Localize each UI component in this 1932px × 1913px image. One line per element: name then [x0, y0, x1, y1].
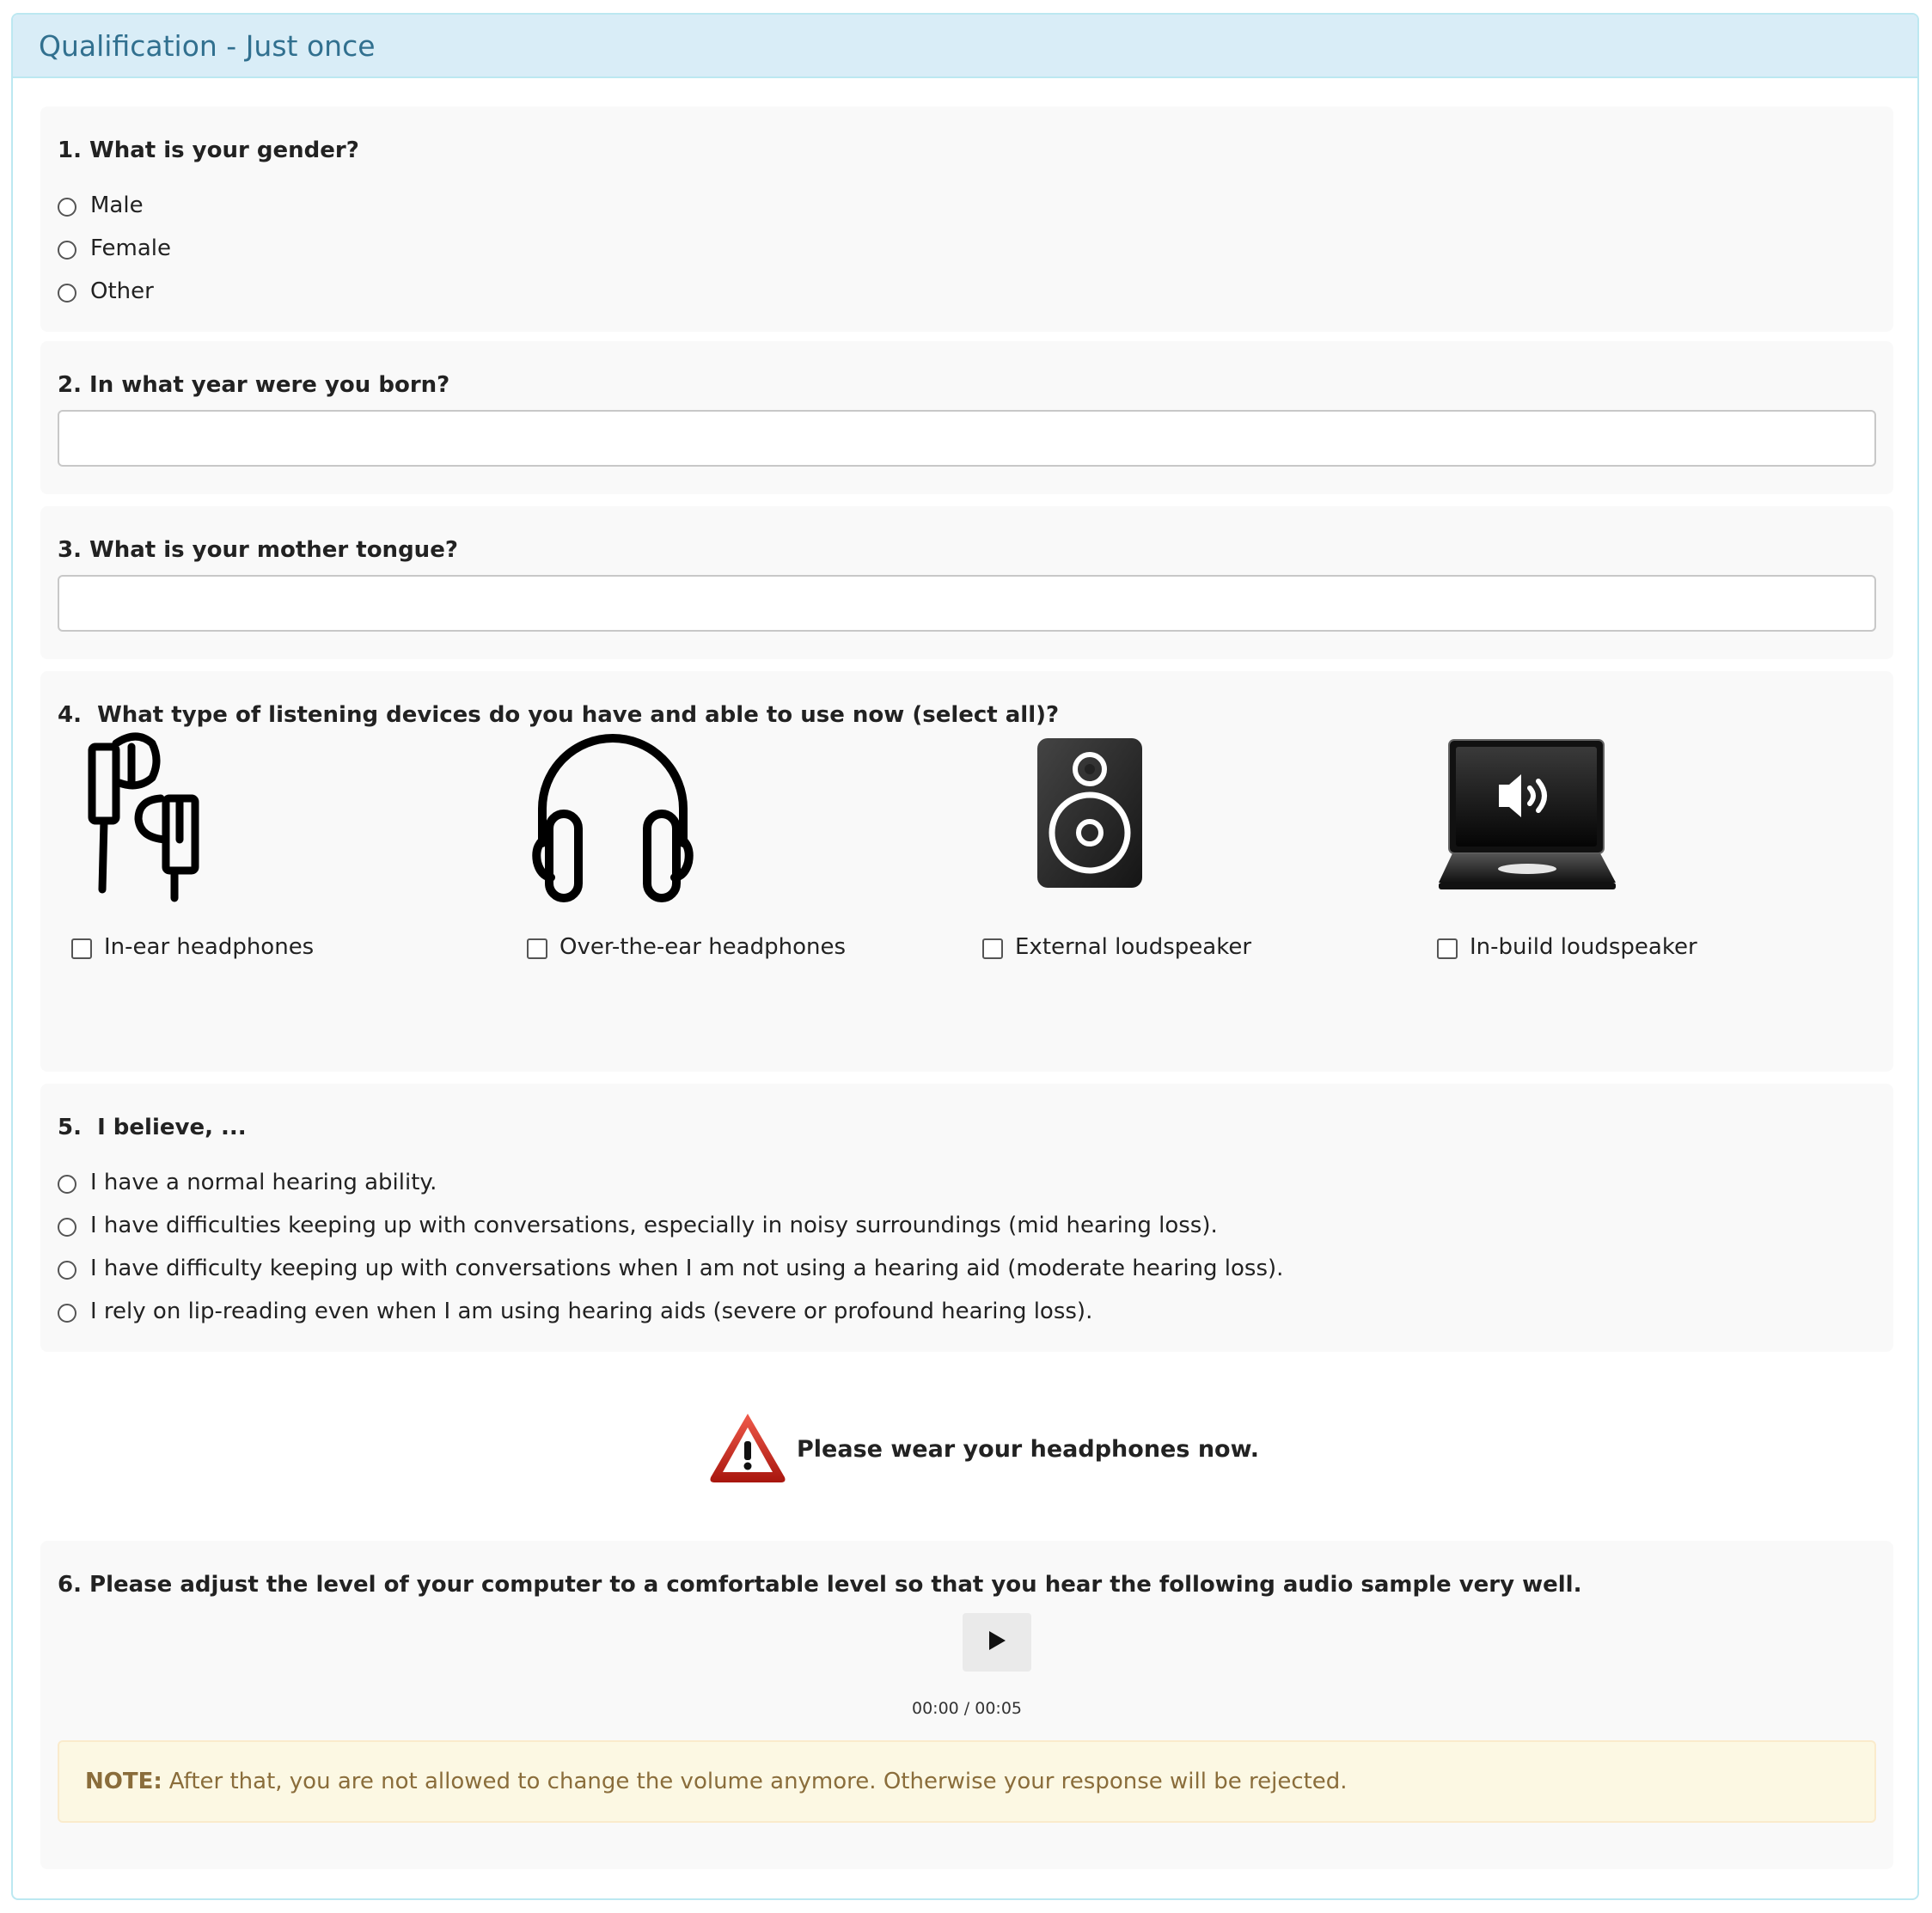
laptop-speaker-icon	[1437, 731, 1617, 898]
qualification-panel	[11, 13, 1919, 1900]
panel-heading	[13, 15, 1917, 78]
device-option-inbuilt-speaker[interactable]	[1437, 934, 1697, 960]
device-option-in-ear[interactable]	[71, 934, 314, 960]
device-label: In-build loudspeaker	[1470, 934, 1697, 960]
hearing-option-2[interactable]	[58, 1208, 1218, 1243]
question-4-card	[40, 671, 1893, 1072]
option-label: I have difficulties keeping up with conversations, especially in noisy surroundings (mid hearing loss).	[90, 1213, 1218, 1238]
play-icon	[987, 1630, 1006, 1654]
warning-icon	[707, 1410, 788, 1488]
question-3-card	[40, 506, 1893, 659]
radio-hearing-1[interactable]	[58, 1175, 76, 1194]
device-label: Over-the-ear headphones	[559, 934, 847, 960]
option-label: I have a normal hearing ability.	[90, 1170, 437, 1195]
radio-other[interactable]	[58, 284, 76, 303]
checkbox-over-ear[interactable]	[527, 938, 547, 959]
question-3-title: 3. What is your mother tongue?	[58, 537, 458, 563]
question-4-title: 4. What type of listening devices do you have and able to use now (select all)?	[58, 702, 1060, 728]
device-option-external-speaker[interactable]	[982, 934, 1251, 960]
loudspeaker-icon	[1034, 731, 1146, 898]
audio-time: 00:00 / 00:05	[912, 1699, 1022, 1718]
hearing-option-4[interactable]	[58, 1294, 1092, 1329]
volume-note	[58, 1740, 1876, 1823]
mother-tongue-input[interactable]	[58, 575, 1876, 632]
gender-option-male[interactable]	[58, 188, 144, 223]
checkbox-external-speaker[interactable]	[982, 938, 1003, 959]
hearing-option-1[interactable]	[58, 1165, 437, 1200]
gender-option-other[interactable]	[58, 274, 154, 309]
device-label: In-ear headphones	[104, 934, 315, 960]
radio-female[interactable]	[58, 241, 76, 260]
option-label: Male	[90, 193, 144, 218]
question-6-title: 6. Please adjust the level of your computer to a comfortable level so that you hear the following audio sample very well.	[58, 1572, 1582, 1598]
radio-hearing-2[interactable]	[58, 1218, 76, 1237]
radio-hearing-4[interactable]	[58, 1304, 76, 1323]
warning-text: Please wear your headphones now.	[797, 1435, 1260, 1463]
question-2-card	[40, 341, 1893, 494]
in-ear-headphones-icon	[87, 731, 233, 907]
radio-male[interactable]	[58, 198, 76, 217]
question-2-title: 2. In what year were you born?	[58, 372, 450, 398]
panel-title: Qualification - Just once	[39, 28, 376, 63]
question-5-title: 5. I believe, ...	[58, 1115, 247, 1140]
option-label: Female	[90, 235, 172, 261]
option-label: Other	[90, 278, 154, 304]
question-1-card	[40, 107, 1893, 332]
audio-play-button[interactable]	[963, 1613, 1031, 1672]
birth-year-input[interactable]	[58, 410, 1876, 467]
question-1-title: 1. What is your gender?	[58, 138, 359, 163]
option-label: I have difficulty keeping up with conversations when I am not using a hearing aid (moderate hearing loss).	[90, 1256, 1284, 1281]
question-6-card	[40, 1541, 1893, 1869]
note-label: NOTE:	[85, 1769, 162, 1794]
gender-option-female[interactable]	[58, 231, 171, 266]
device-label: External loudspeaker	[1015, 934, 1252, 960]
over-ear-headphones-icon	[527, 731, 699, 907]
device-option-over-ear[interactable]	[527, 934, 846, 960]
note-text: After that, you are not allowed to change the volume anymore. Otherwise your response will be rejected.	[168, 1769, 1348, 1794]
hearing-option-3[interactable]	[58, 1251, 1283, 1286]
headphones-warning	[707, 1410, 1259, 1488]
radio-hearing-3[interactable]	[58, 1261, 76, 1280]
checkbox-in-ear[interactable]	[71, 938, 92, 959]
option-label: I rely on lip-reading even when I am using hearing aids (severe or profound hearing loss).	[90, 1299, 1093, 1324]
checkbox-inbuilt-speaker[interactable]	[1437, 938, 1458, 959]
question-5-card	[40, 1084, 1893, 1352]
